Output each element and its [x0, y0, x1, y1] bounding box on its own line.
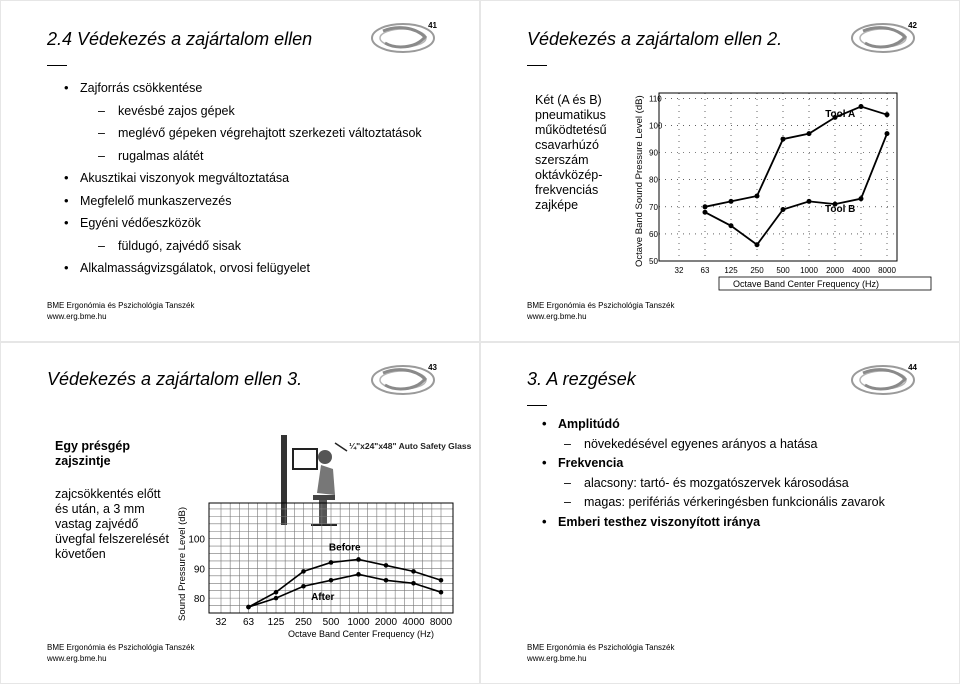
y-tick-label: 110 — [649, 94, 662, 104]
slide-title: 2.4 Védekezés a zajártalom ellen — [47, 29, 313, 49]
sub-bullet-item — [564, 495, 885, 509]
sub-bullet-item — [98, 126, 422, 140]
x-tick-label: 63 — [700, 266, 710, 275]
bullet-text: Alkalmasságvizsgálatok, orvosi felügyelet — [80, 261, 310, 275]
footer — [47, 300, 194, 322]
footer-department: BME Ergonómia és Pszichológia Tanszék — [527, 643, 675, 652]
bullet-item — [542, 455, 624, 470]
y-tick-label: 90 — [649, 148, 658, 158]
bullet-text: Zajforrás csökkentése — [80, 81, 203, 95]
x-tick-label: 250 — [750, 266, 764, 275]
sub-bullet-item — [564, 475, 849, 490]
data-point — [301, 569, 306, 574]
data-point — [703, 210, 708, 215]
y-tick-label: 60 — [649, 229, 658, 239]
x-tick-label: 125 — [267, 617, 285, 628]
sub-bullet-item — [98, 238, 241, 253]
x-tick-label: 4000 — [402, 617, 425, 628]
slide-43 — [1, 343, 479, 683]
data-point — [885, 131, 890, 136]
footer-department: BME Ergonómia és Pszichológia Tanszék — [47, 643, 195, 652]
data-point — [384, 578, 389, 583]
x-tick-label: 4000 — [852, 266, 870, 275]
slide-title: Védekezés a zajártalom ellen 2. — [527, 29, 783, 49]
data-point — [246, 605, 251, 610]
data-point — [329, 578, 334, 583]
data-point — [411, 581, 416, 586]
bullet-item — [64, 80, 203, 95]
chart-description: Két (A és B) pneumatikus működtetésű csavarhúzó szerszám oktávközép-frekvenciás zajképe — [535, 93, 607, 212]
bullet-marker: • — [64, 170, 69, 185]
series-label: After — [311, 592, 335, 604]
page-number: 43 — [428, 363, 437, 372]
data-point — [703, 204, 708, 209]
y-tick-label: 90 — [193, 564, 205, 576]
data-point — [781, 137, 786, 142]
bullet-text: Egyéni védőeszközök — [80, 216, 201, 230]
bullet-item — [64, 215, 201, 230]
x-tick-label: 8000 — [878, 266, 896, 275]
bullet-item — [64, 260, 310, 275]
series-label: Tool A — [825, 109, 856, 120]
dash-marker: – — [564, 475, 571, 490]
slide-41 — [1, 1, 479, 341]
data-point — [356, 572, 361, 577]
data-point — [885, 112, 890, 117]
dash-marker: – — [98, 238, 105, 253]
series-label: Before — [328, 542, 361, 554]
bullet-marker: • — [64, 260, 69, 275]
slide-42 — [481, 1, 959, 341]
footer — [527, 300, 674, 322]
data-point — [807, 199, 812, 204]
bullet-item — [64, 192, 232, 208]
data-point — [859, 104, 864, 109]
bullet-marker: • — [542, 455, 547, 470]
data-point — [755, 193, 760, 198]
department-logo — [369, 363, 439, 397]
x-tick-label: 8000 — [429, 617, 453, 628]
page-number: 42 — [908, 21, 917, 30]
data-point — [356, 557, 361, 562]
data-point — [329, 560, 334, 565]
bullet-text: rugalmas alátét — [118, 148, 204, 163]
sub-bullet-item — [564, 436, 818, 451]
page-number: 44 — [908, 363, 917, 372]
x-tick-label: 63 — [242, 617, 255, 628]
data-point — [411, 569, 416, 574]
bullet-marker: • — [64, 80, 69, 95]
title-rule — [527, 65, 547, 66]
dash-marker: – — [564, 436, 571, 451]
data-point — [729, 223, 734, 228]
y-tick-label: 100 — [649, 121, 663, 131]
bullet-item — [64, 170, 290, 185]
data-point — [274, 596, 279, 601]
x-tick-label: 250 — [295, 617, 312, 628]
x-tick-label: 32 — [215, 617, 227, 628]
title-rule — [47, 65, 67, 66]
x-axis-label: Octave Band Center Frequency (Hz) — [732, 279, 880, 289]
footer-url: www.erg.bme.hu — [47, 654, 107, 663]
bullet-marker: • — [542, 513, 547, 529]
chart-description: zajcsökkentés előtt és után, a 3 mm vastag zajvédő üvegfal felszerelését követően — [55, 487, 169, 561]
x-tick-label: 32 — [674, 266, 684, 275]
dash-marker: – — [98, 148, 105, 163]
bullet-text: magas: perifériás vérkeringésben funkcionális zavarok — [584, 495, 885, 509]
slide-44 — [481, 343, 959, 683]
slide-title: Védekezés a zajártalom ellen 3. — [47, 369, 303, 389]
bullet-text: Emberi testhez viszonyított iránya — [558, 514, 761, 529]
bullet-text: füldugó, zajvédő sisak — [118, 238, 241, 253]
data-point — [807, 131, 812, 136]
title-rule — [527, 405, 547, 406]
bullet-item — [542, 513, 761, 529]
bullet-text: Akusztikai viszonyok megváltoztatása — [80, 171, 290, 185]
page-number: 41 — [428, 21, 437, 30]
bullet-text: Amplitúdó — [558, 417, 620, 431]
data-point — [755, 242, 760, 247]
data-point — [384, 563, 389, 568]
footer-url: www.erg.bme.hu — [47, 312, 107, 321]
x-tick-label: 2000 — [374, 617, 398, 628]
footer-url: www.erg.bme.hu — [527, 654, 587, 663]
slide-heading: Egy présgép zajszintje — [55, 439, 131, 468]
y-tick-label: 100 — [188, 534, 205, 546]
dash-marker: – — [564, 495, 571, 509]
y-tick-label: 70 — [649, 202, 658, 212]
footer — [527, 642, 674, 664]
bullet-text: kevésbé zajos gépek — [118, 103, 235, 118]
dash-marker: – — [98, 103, 105, 118]
x-tick-label: 1000 — [347, 617, 370, 628]
data-point — [439, 578, 444, 583]
x-tick-label: 1000 — [800, 266, 818, 275]
department-logo — [369, 21, 439, 55]
data-point — [439, 590, 444, 595]
y-tick-label: 50 — [649, 257, 658, 266]
footer-department: BME Ergonómia és Pszichológia Tanszék — [47, 301, 195, 310]
x-tick-label: 500 — [322, 617, 340, 628]
tool-noise-chart — [629, 81, 909, 296]
y-axis-label: Sound Pressure Level (dB) — [177, 506, 188, 621]
x-axis-label: Octave Band Center Frequency (Hz) — [287, 629, 435, 639]
press-noise-chart — [171, 493, 461, 653]
y-tick-label: 80 — [193, 594, 205, 606]
bullet-marker: • — [64, 192, 69, 208]
bullet-text: alacsony: tartó- és mozgatószervek károsodása — [584, 475, 849, 490]
slide-title: 3. A rezgések — [527, 369, 636, 389]
bullet-marker: • — [64, 215, 69, 230]
bullet-text: Megfelelő munkaszervezés — [80, 193, 232, 208]
data-point — [781, 207, 786, 212]
data-point — [729, 199, 734, 204]
department-logo — [849, 363, 919, 397]
x-tick-label: 125 — [724, 266, 738, 275]
department-logo — [849, 21, 919, 55]
series-label: Tool B — [825, 204, 856, 216]
series-line — [705, 134, 887, 245]
data-point — [859, 196, 864, 201]
series-line — [705, 107, 887, 207]
x-tick-label: 2000 — [826, 266, 844, 275]
bullet-text: Frekvencia — [558, 456, 624, 470]
sub-bullet-item — [98, 103, 235, 118]
data-point — [301, 584, 306, 589]
y-axis-label: Octave Band Sound Pressure Level (dB) — [634, 95, 645, 267]
data-point — [274, 590, 279, 595]
sub-bullet-item — [98, 148, 204, 163]
footer-department: BME Ergonómia és Pszichológia Tanszék — [527, 301, 675, 310]
dash-marker: – — [98, 126, 105, 140]
footer-url: www.erg.bme.hu — [527, 312, 587, 321]
x-tick-label: 500 — [776, 266, 790, 275]
footer — [47, 642, 194, 664]
photo-caption: ¼"x24"x48" Auto Safety Glass — [349, 441, 472, 451]
bullet-marker: • — [542, 416, 547, 431]
bullet-text: meglévő gépeken végrehajtott szerkezeti változtatások — [118, 126, 422, 140]
bullet-text: növekedésével egyenes arányos a hatása — [584, 436, 818, 451]
bullet-item — [542, 416, 620, 431]
y-tick-label: 80 — [649, 175, 658, 185]
